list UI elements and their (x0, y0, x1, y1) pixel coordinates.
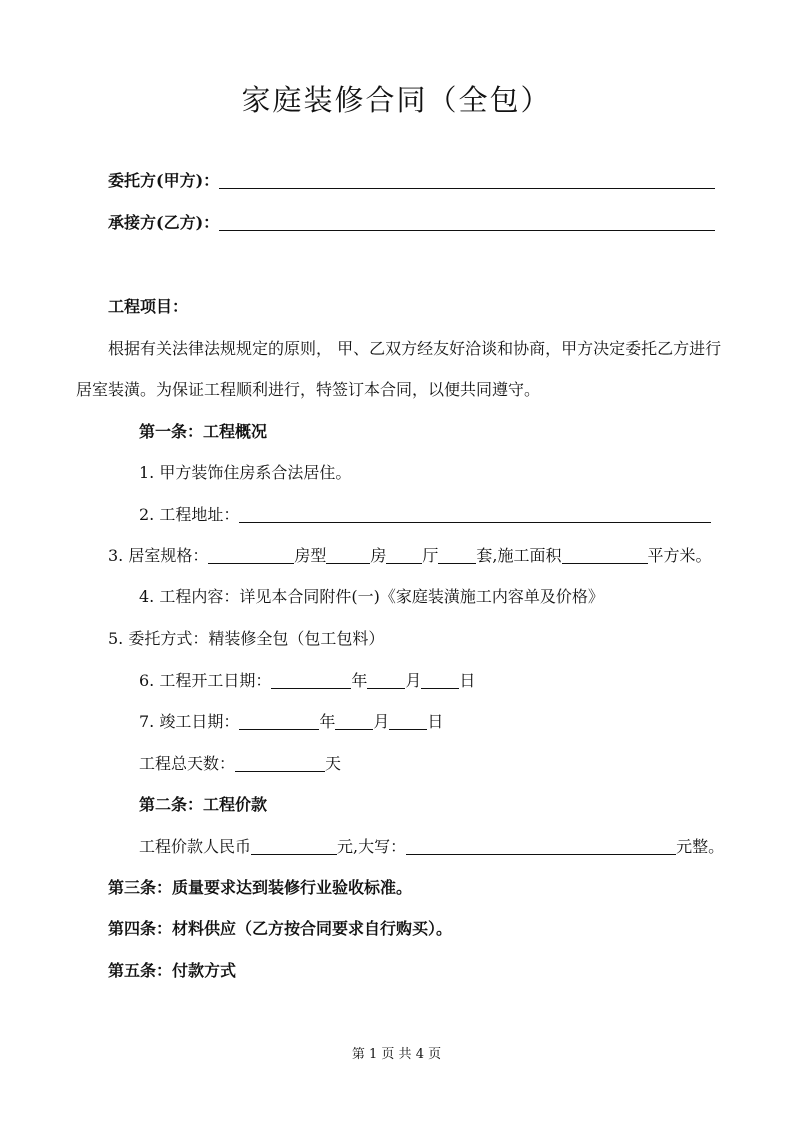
price-number-blank[interactable] (251, 838, 337, 855)
party-a-label: 委托方(甲方)： (108, 171, 220, 190)
article1-item4: 4. 工程内容：详见本合同附件(一)《家庭装潢施工内容单及价格》 (139, 587, 604, 606)
party-b-line (108, 212, 715, 234)
article3: 第三条：质量要求达到装修行业验收标准。 (108, 878, 413, 897)
address-label: 2. 工程地址： (139, 505, 240, 524)
article2-price-line (139, 836, 724, 858)
address-blank[interactable] (239, 506, 711, 523)
party-a-line (108, 170, 715, 192)
price-caps-label: 元,大写： (337, 837, 407, 856)
end-day-label: 日 (427, 712, 444, 731)
end-year-blank[interactable] (239, 713, 319, 730)
intro-paragraph-line2: 居室装潢。为保证工程顺利进行，特签订本合同，以便共同遵守。 (76, 380, 541, 399)
article1-item5: 5. 委托方式：精装修全包（包工包料） (108, 629, 385, 648)
start-month-label: 月 (405, 671, 422, 690)
total-days-unit: 天 (325, 754, 342, 773)
article1-item3 (108, 545, 712, 567)
start-date-label: 6. 工程开工日期： (139, 671, 272, 690)
price-whole-label: 元整。 (676, 837, 725, 856)
sets-blank[interactable] (438, 547, 476, 564)
end-month-blank[interactable] (335, 713, 373, 730)
party-b-label: 承接方(乙方)： (108, 213, 220, 232)
article1-heading: 第一条：工程概况 (139, 422, 268, 441)
end-day-blank[interactable] (389, 713, 427, 730)
start-month-blank[interactable] (367, 672, 405, 689)
article4: 第四条：材料供应（乙方按合同要求自行购买）。 (108, 919, 453, 938)
start-year-blank[interactable] (271, 672, 351, 689)
article1-item6 (139, 670, 475, 692)
intro-paragraph-line1: 根据有关法律法规规定的原则， 甲、乙双方经友好洽谈和协商，甲方决定委托乙方进行 (108, 339, 722, 358)
total-days-blank[interactable] (235, 755, 325, 772)
article1-item1: 1. 甲方装饰住房系合法居住。 (139, 463, 352, 482)
party-b-blank[interactable] (219, 214, 715, 231)
party-a-blank[interactable] (219, 172, 715, 189)
house-type-label: 房型 (294, 546, 327, 565)
end-year-label: 年 (319, 712, 336, 731)
start-year-label: 年 (351, 671, 368, 690)
project-heading: 工程项目： (108, 297, 189, 316)
sets-label: 套,施工面积 (476, 546, 562, 565)
halls-blank[interactable] (386, 547, 422, 564)
document-title: 家庭装修合同（全包） (241, 83, 552, 117)
article2-heading: 第二条：工程价款 (139, 795, 268, 814)
article1-item2 (139, 504, 711, 526)
article1-item7 (139, 711, 443, 733)
house-type-blank[interactable] (208, 547, 294, 564)
area-blank[interactable] (562, 547, 648, 564)
rooms-blank[interactable] (326, 547, 370, 564)
area-unit: 平方米。 (647, 546, 712, 565)
rooms-label: 房 (370, 546, 387, 565)
end-month-label: 月 (373, 712, 390, 731)
start-day-blank[interactable] (421, 672, 459, 689)
page-footer: 第 1 页 共 4 页 (351, 1047, 442, 1062)
halls-label: 厅 (422, 546, 439, 565)
total-days-line (139, 753, 341, 775)
price-label: 工程价款人民币 (139, 837, 252, 856)
price-caps-blank[interactable] (406, 838, 676, 855)
total-days-label: 工程总天数： (139, 754, 236, 773)
article5: 第五条：付款方式 (108, 961, 237, 980)
room-spec-label: 3. 居室规格： (108, 546, 209, 565)
end-date-label: 7. 竣工日期： (139, 712, 240, 731)
start-day-label: 日 (459, 671, 476, 690)
